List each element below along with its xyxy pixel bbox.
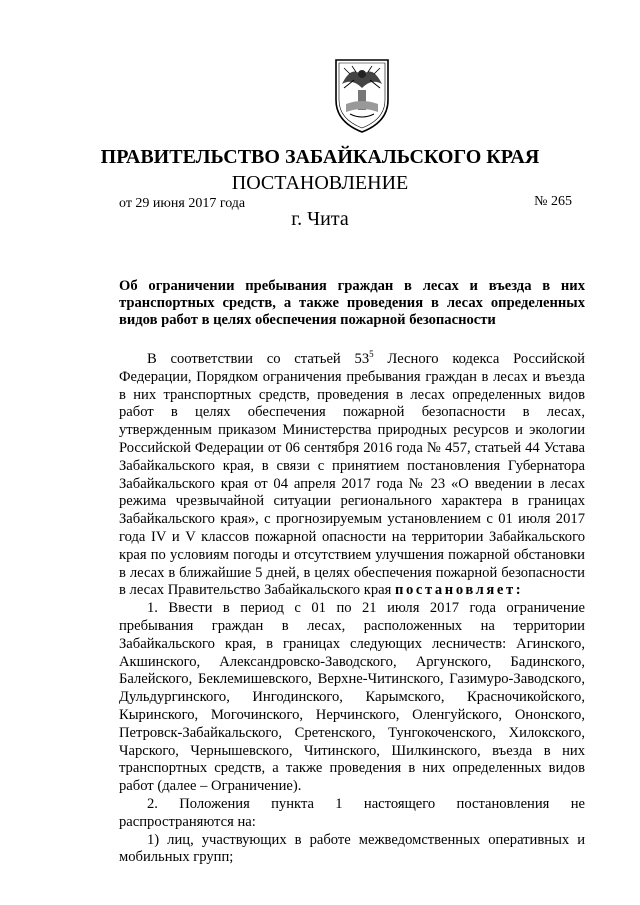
document-date: от 29 июня 2017 года — [119, 196, 246, 211]
document-body — [119, 351, 585, 867]
preamble-paragraph — [119, 351, 585, 600]
clause-2: 2. Положения пункта 1 настоящего постановления не распространяются на: — [119, 795, 585, 830]
authority-title: ПРАВИТЕЛЬСТВО ЗАБАЙКАЛЬСКОГО КРАЯ — [100, 146, 540, 168]
preamble-text-main: Лесного кодекса Российской Федерации, Порядком ограничения пребывания граждан в лесах и въезда в них транспортных средств, проведения в лесах определенных видов работ в целях обеспечения пожарной безопасности в лесах, утвержденным приказом Министерства природных ресурсов и экологии Российской Федерации от 06 сентября 2016 года № 457, статьей 44 Устава Забайкальского края, в связи с принятием постановления Губернатора Забайкальского края от 04 апреля 2017 года № 23 «О введении в лесах режима чрезвычайной ситуации регионального характера в границах Забайкальского края», с прогнозируемым установлением с 01 июля 2017 года IV и V классов пожарной опасности на территории Забайкальского края по условиям погоды и отсутствием улучшения пожарной обстановки в лесах в ближайшие 5 дней, в целях обеспечения пожарной безопасности в лесах Правительство Забайкальского края — [119, 351, 585, 599]
clause-1: 1. Ввести в период с 01 по 21 июля 2017 года ограничение пребывания граждан в лесах, расположенных на территории Забайкальского края, в границах следующих лесничеств: Агинского, Акшинского, Александровско-Заводского, Аргунского, Бадинского, Балейского, Беклемишевского, Верхне-Читинского, Газимуро-Заводского, Дульдургинского, Ингодинского, Карымского, Красночикойского, Кыринского, Могочинского, Нерчинского, Оленгуйского, Ононского, Петровск-Забайкальского, Сретенского, Тунгокоченского, Хилокского, Чарского, Чернышевского, Читинского, Шилкинского, въезда в них транспортных средств, а также проведения в них определенных видов работ (далее – Ограничение). — [119, 600, 585, 795]
preamble-text-start: В соответствии со статьей 53 — [147, 351, 370, 367]
document-subject: Об ограничении пребывания граждан в лесах и въезда в них транспортных средств, а также проведения в лесах определенных видов работ в целях обеспечения пожарной безопасности — [119, 278, 585, 328]
document-type: ПОСТАНОВЛЕНИЕ — [231, 172, 409, 194]
document-number: № 265 — [534, 194, 572, 209]
article-superscript: 5 — [369, 349, 374, 360]
resolves-keyword: постановляет: — [394, 582, 524, 599]
coat-of-arms-emblem — [332, 54, 392, 134]
document-city: г. Чита — [291, 208, 349, 230]
clause-2-sub-1: 1) лиц, участвующих в работе межведомственных оперативных и мобильных групп; — [119, 831, 585, 866]
